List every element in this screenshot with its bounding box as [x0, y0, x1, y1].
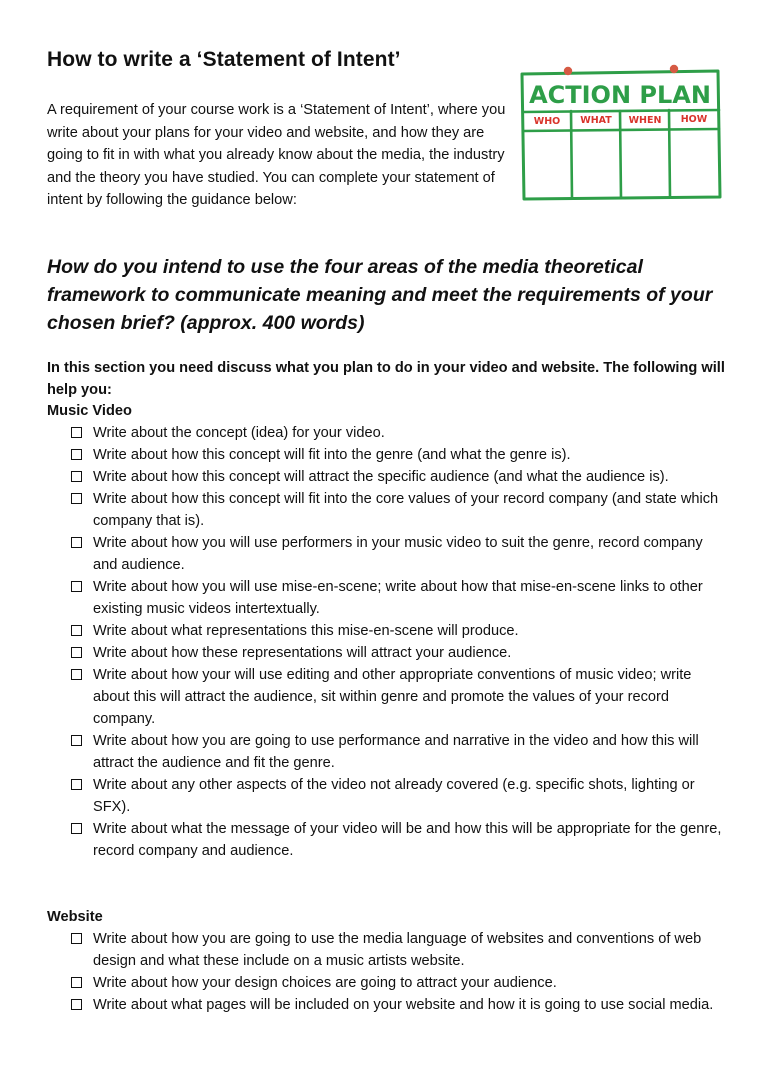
checklist-item — [47, 642, 723, 664]
checklist-item-text: Write about the concept (idea) for your video. — [93, 425, 385, 441]
checklist-item — [47, 774, 723, 818]
music-video-heading: Music Video — [47, 403, 132, 419]
music-video-checklist — [47, 422, 737, 862]
checkbox-icon — [71, 537, 82, 548]
action-plan-illustration — [518, 62, 723, 204]
checklist-item — [47, 488, 723, 532]
checklist-item — [47, 972, 723, 994]
checkbox-icon — [71, 977, 82, 988]
section-lead: In this section you need discuss what you plan to do in your video and website. The following will help you: — [47, 360, 725, 398]
checklist-item — [47, 730, 723, 774]
checklist-item — [47, 466, 723, 488]
checklist-item-text: Write about what pages will be included on your website and how it is going to use social media. — [93, 997, 714, 1013]
checkbox-icon — [71, 647, 82, 658]
checklist-item-text: Write about what representations this mise-en-scene will produce. — [93, 623, 519, 639]
checkbox-icon — [71, 493, 82, 504]
website-heading: Website — [47, 909, 103, 925]
checkbox-icon — [71, 449, 82, 460]
checklist-item — [47, 664, 723, 730]
checklist-item-text: Write about how you will use performers in your music video to suit the genre, record company and audience. — [93, 535, 703, 573]
checklist-item-text: Write about how you will use mise-en-scene; write about how that mise-en-scene links to other existing music videos intertextually. — [93, 579, 703, 617]
action-plan-column-when: WHEN — [628, 115, 662, 126]
checklist-item — [47, 576, 723, 620]
checklist-item-text: Write about any other aspects of the video not already covered (e.g. specific shots, lighting or SFX). — [93, 777, 695, 815]
checkbox-icon — [71, 933, 82, 944]
checklist-item — [47, 422, 723, 444]
website-checklist — [47, 928, 737, 1016]
checklist-item — [47, 994, 723, 1016]
action-plan-column-what: WHAT — [580, 115, 612, 126]
checklist-item-text: Write about how your will use editing and other appropriate conventions of music video; write about this will attract the audience, sit within genre and promote the values of your record company. — [93, 667, 692, 727]
checkbox-icon — [71, 999, 82, 1010]
checkbox-icon — [71, 669, 82, 680]
checklist-item-text: Write about what the message of your video will be and how this will be appropriate for the genre, record company and audience. — [93, 821, 722, 859]
checkbox-icon — [71, 779, 82, 790]
checkbox-icon — [71, 471, 82, 482]
page-title: How to write a ‘Statement of Intent’ — [47, 48, 401, 71]
pin-icon — [564, 67, 572, 75]
checklist-item — [47, 444, 723, 466]
checkbox-icon — [71, 625, 82, 636]
checklist-item — [47, 928, 723, 972]
action-plan-column-who: WHO — [533, 116, 561, 127]
checklist-item-text: Write about how your design choices are going to attract your audience. — [93, 975, 557, 991]
checkbox-icon — [71, 427, 82, 438]
checklist-item-text: Write about how this concept will fit into the core values of your record company (and state which company that is). — [93, 491, 719, 529]
section-question: How do you intend to use the four areas of the media theoretical framework to communicate meaning and meet the requirements of your chosen brief? (approx. 400 words) — [47, 256, 713, 334]
website-section — [47, 906, 737, 1016]
checkbox-icon — [71, 735, 82, 746]
checkbox-icon — [71, 581, 82, 592]
checklist-item-text: Write about how you are going to use performance and narrative in the video and how this will attract the audience and fit the genre. — [93, 733, 699, 771]
action-plan-column-how: HOW — [680, 114, 708, 125]
checklist-item — [47, 532, 723, 576]
checklist-item-text: Write about how this concept will fit into the genre (and what the genre is). — [93, 447, 571, 463]
music-video-section — [47, 400, 737, 862]
checklist-item-text: Write about how you are going to use the media language of websites and conventions of web design and what these include on a music artists website. — [93, 931, 702, 969]
pin-icon — [670, 65, 678, 73]
checklist-item — [47, 620, 723, 642]
checklist-item-text: Write about how this concept will attract the specific audience (and what the audience is). — [93, 469, 669, 485]
intro-paragraph: A requirement of your course work is a ‘Statement of Intent’, where you write about your plans for your video and website, and how they are going to fit in with what you already know about the media, the industry and the theory you have studied. You can complete your statement of intent by following the guidance below: — [47, 102, 506, 208]
checkbox-icon — [71, 823, 82, 834]
checklist-item — [47, 818, 723, 862]
action-plan-heading: ACTION PLAN — [529, 81, 711, 109]
checklist-item-text: Write about how these representations will attract your audience. — [93, 645, 512, 661]
